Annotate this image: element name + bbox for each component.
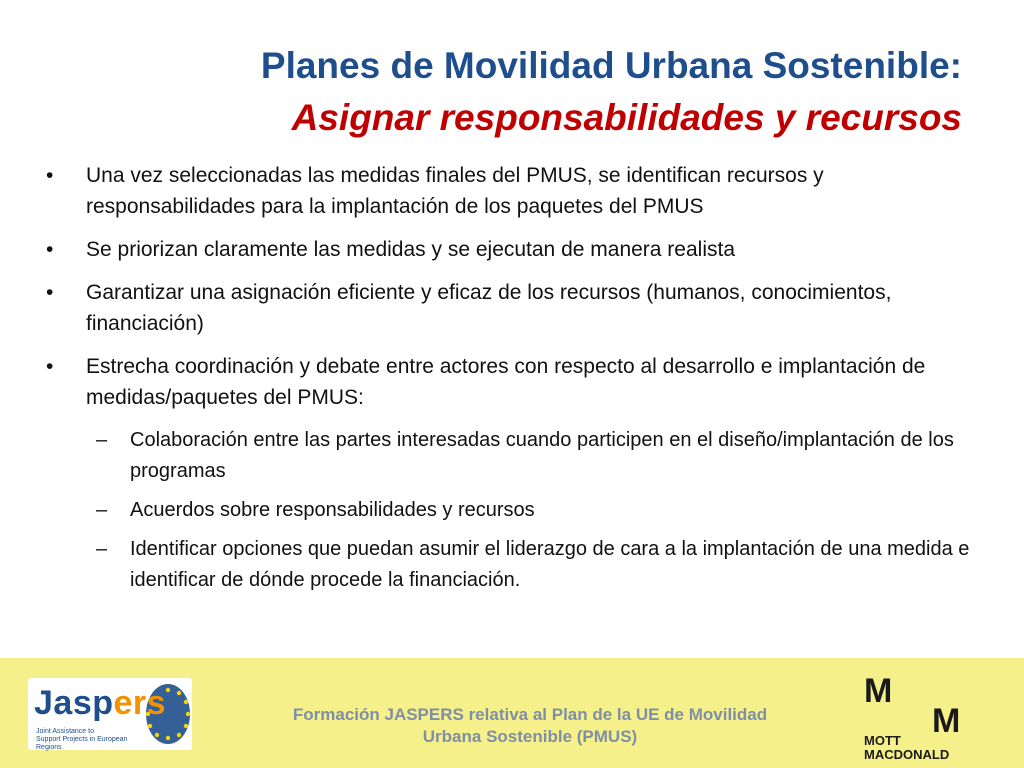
sub-list-item [42,534,992,596]
title-line-2: Asignar responsabilidades y recursos [291,97,962,138]
list-item-text: Estrecha coordinación y debate entre actores con respecto al desarrollo e implantación de medidas/paquetes del PMUS: [86,355,926,409]
sub-list-item-text: Colaboración entre las partes interesadas cuando participen en el diseño/implantación de los programas [130,429,954,482]
list-item [42,234,992,265]
list-item-text: Se priorizan claramente las medidas y se ejecutan de manera realista [86,238,736,261]
jaspers-wordmark: Jaspers [34,684,167,722]
list-item [42,351,992,413]
list-item [42,160,992,222]
footer-caption [230,704,830,748]
footer-caption-line-1: Formación JASPERS relativa al Plan de la UE de Movilidad [292,705,768,724]
list-item-text: Garantizar una asignación eficiente y eficaz de los recursos (humanos, conocimientos, financiación) [86,281,892,335]
sub-list-item-text: Acuerdos sobre responsabilidades y recursos [130,499,535,521]
list-item-text: Una vez seleccionadas las medidas finales del PMUS, se identifican recursos y responsabilidades para la implantación de los paquetes del PMUS [86,164,824,218]
dash-icon: – [96,499,108,521]
footer-band [0,658,1024,768]
dash-icon: – [96,538,108,560]
logo-m-bottom: M [932,702,961,740]
jaspers-logo [28,678,192,750]
mott-macdonald-logo [860,672,980,762]
footer-caption-line-2: Urbana Sostenible (PMUS) [422,727,638,746]
slide-title [62,40,962,144]
dash-icon: – [96,429,108,451]
bullet-icon: • [46,281,54,304]
sub-list-item [42,425,992,487]
jaspers-tagline: Joint Assistance to Support Projects in European Regions [36,728,128,751]
logo-wordmark: MOTT MACDONALD [864,733,950,762]
sub-list-item-text: Identificar opciones que puedan asumir el liderazgo de cara a la implantación de una medida e identificar de dónde procede la financiación. [130,538,970,591]
list-item [42,277,992,339]
title-line-1: Planes de Movilidad Urbana Sostenible: [260,45,962,86]
bullet-list [42,160,992,604]
bullet-icon: • [46,238,54,261]
sub-list-item [42,495,992,526]
bullet-icon: • [46,164,54,187]
bullet-icon: • [46,355,54,378]
logo-m-top: M [864,672,893,710]
